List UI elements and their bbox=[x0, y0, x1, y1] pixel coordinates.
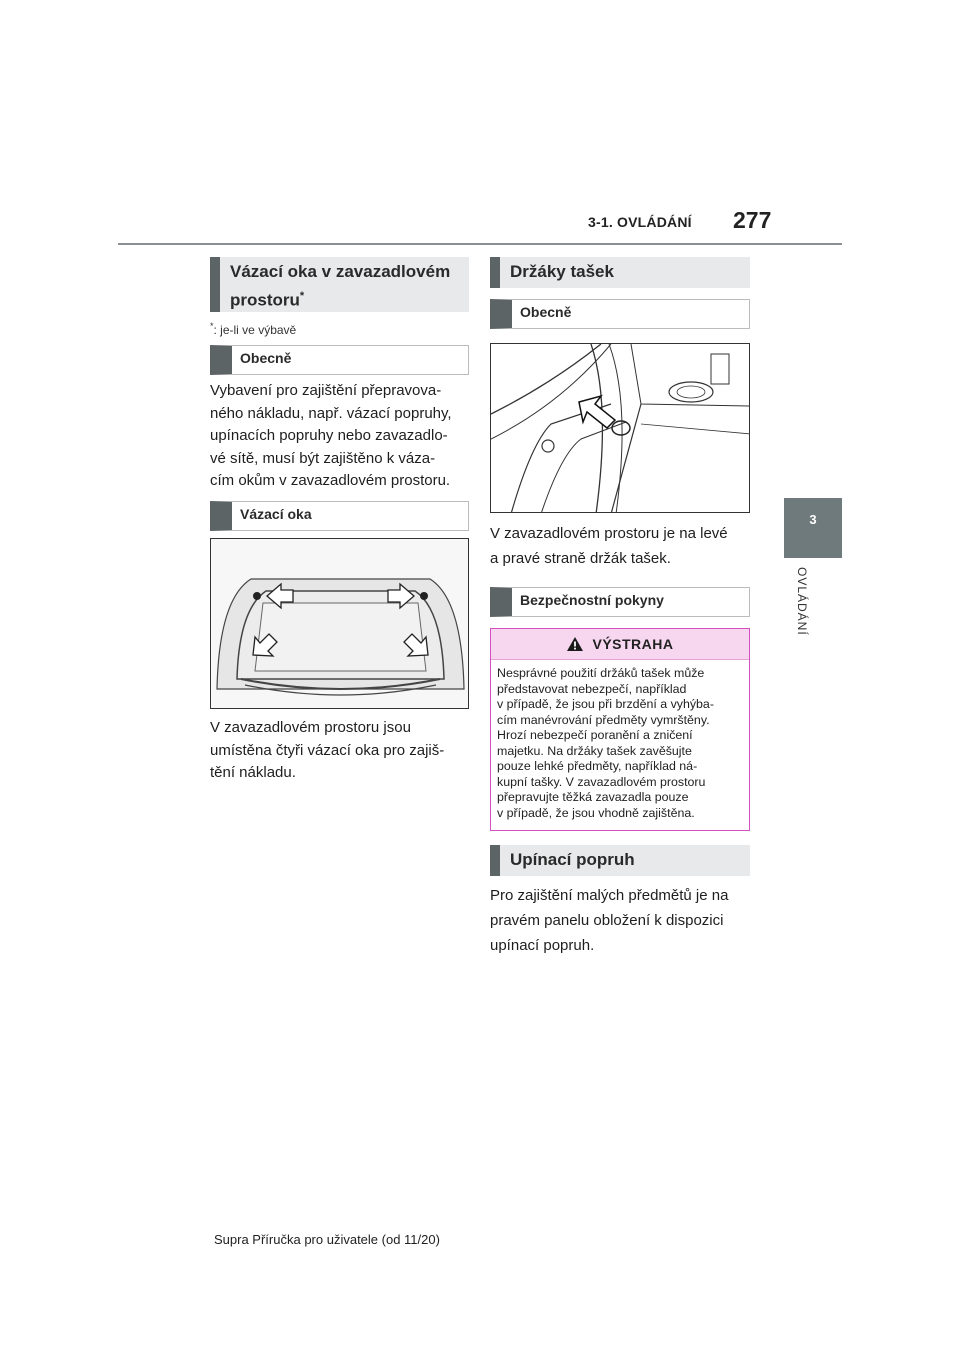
text-line: umístěna čtyři vázací oka pro zajiš- bbox=[210, 741, 445, 759]
warning-line: kupní tašky. V zavazadlovém prostoru bbox=[497, 774, 706, 789]
section-title-bag-hooks: Držáky tašek bbox=[490, 257, 750, 288]
option-asterisk: * bbox=[299, 290, 305, 302]
warning-line: představovat nebezpečí, například bbox=[497, 681, 687, 696]
trunk-illustration bbox=[211, 539, 469, 709]
warning-line: Nesprávné použití držáků tašek může bbox=[497, 666, 705, 680]
warning-line: přepravujte těžká zavazadla pouze bbox=[497, 790, 689, 804]
subheading-tie-down-eyes: Vázací oka bbox=[210, 501, 469, 531]
page-number: 277 bbox=[733, 207, 772, 233]
warning-line: v případě, že jsou vhodně zajištěna. bbox=[497, 805, 695, 820]
warning-line: Hrozí nebezpečí poranění a zničení bbox=[497, 728, 693, 742]
section-title-strap: Upínací popruh bbox=[490, 845, 750, 876]
text-line: a pravé straně držák tašek. bbox=[490, 550, 671, 567]
warning-box bbox=[490, 628, 750, 831]
warning-icon bbox=[566, 636, 584, 652]
text-line: Vybavení pro zajištění přepravova- bbox=[210, 382, 442, 399]
warning-header bbox=[491, 629, 749, 660]
subheading-safety-notes: Bezpečnostní pokyny bbox=[490, 587, 750, 617]
bag-hook-illustration bbox=[491, 344, 750, 513]
subheading-general-left: Obecně bbox=[210, 345, 469, 375]
text-line: tění nákladu. bbox=[210, 764, 296, 781]
warning-heading: VÝSTRAHA bbox=[592, 636, 674, 652]
warning-line: cím manévrování předměty vymrštěny. bbox=[497, 712, 710, 727]
chapter-side-label: OVLÁDÁNÍ bbox=[795, 567, 809, 636]
header-rule bbox=[118, 243, 842, 245]
footnote-text: : je-li ve výbavě bbox=[213, 323, 297, 337]
paragraph-bag-hooks bbox=[490, 521, 752, 571]
text-line: V zavazadlovém prostoru jsou bbox=[210, 719, 411, 736]
warning-line: pouze lehké předměty, například ná- bbox=[497, 759, 698, 773]
figure-bag-hook bbox=[490, 343, 750, 513]
page-footer: Supra Příručka pro uživatele (od 11/20) bbox=[214, 1232, 440, 1247]
text-line: upínací popruh. bbox=[490, 937, 595, 954]
text-line: Pro zajištění malých předmětů je na bbox=[490, 887, 729, 904]
figure-trunk-tie-down-eyes bbox=[210, 538, 469, 709]
warning-line: v případě, že jsou při brzdění a vyhýba- bbox=[497, 697, 714, 711]
chapter-tab-number: 3 bbox=[809, 512, 817, 527]
warning-line: majetku. Na držáky tašek zavěšujte bbox=[497, 743, 692, 758]
text-line: upínacích popruhy nebo zavazadlo- bbox=[210, 427, 448, 444]
text-line: V zavazadlovém prostoru je na levé bbox=[490, 525, 728, 542]
paragraph-strap bbox=[490, 883, 754, 958]
chapter-tab bbox=[784, 498, 842, 558]
subheading-general-right: Obecně bbox=[490, 299, 750, 329]
text-line: ného nákladu, např. vázací popruhy, bbox=[210, 404, 452, 422]
section-title-line2 bbox=[230, 284, 459, 313]
text-line: vé sítě, musí být zajištěno k váza- bbox=[210, 449, 436, 467]
footnote bbox=[210, 321, 296, 337]
section-title-tie-down bbox=[210, 257, 469, 312]
paragraph-tie-down-eyes bbox=[210, 717, 472, 785]
warning-text bbox=[491, 660, 749, 821]
text-line: pravém panelu obložení k dispozici bbox=[490, 912, 724, 929]
paragraph-equipment bbox=[210, 380, 472, 493]
text-line: cím okům v zavazadlovém prostoru. bbox=[210, 472, 451, 489]
footnote-mark: * bbox=[210, 321, 214, 331]
running-header-section: 3-1. OVLÁDÁNÍ bbox=[588, 214, 692, 230]
section-title-line1: Vázací oka v zavazadlovém bbox=[230, 262, 451, 281]
section-title-line2-text: prostoru bbox=[230, 290, 300, 310]
